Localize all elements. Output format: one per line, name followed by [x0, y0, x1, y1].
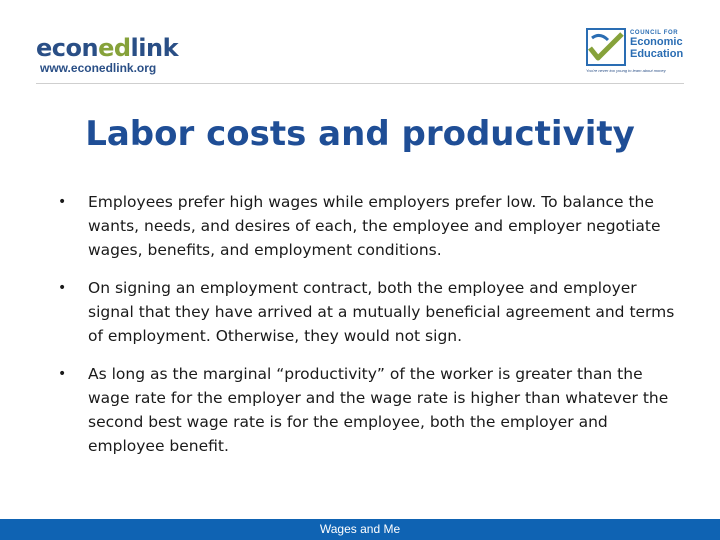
cee-emblem-icon	[586, 28, 626, 66]
bullet-marker: •	[58, 194, 67, 210]
bullet-marker: •	[58, 366, 67, 382]
econedlink-logo	[36, 36, 178, 75]
cee-text-block	[630, 30, 683, 60]
bullet-text: On signing an employment contract, both the employee and employer signal that they have arrived at a mutually beneficial agreement and terms of employment. Otherwise, they would not sign.	[88, 279, 675, 345]
bullet-item	[58, 276, 688, 348]
wordmark-part-ed: ed	[98, 34, 131, 62]
wordmark-part-econ: econ	[36, 34, 99, 62]
slide-header	[0, 0, 720, 84]
bullet-text: Employees prefer high wages while employers prefer low. To balance the wants, needs, and desires of each, the employee and employer negotiate wages, benefits, and employment conditions.	[88, 193, 661, 259]
cee-council-label: COUNCIL FOR	[630, 30, 679, 36]
bullet-item	[58, 362, 688, 458]
econedlink-url: www.econedlink.org	[40, 61, 157, 75]
wordmark-part-link: link	[130, 34, 179, 62]
bullet-marker: •	[58, 280, 67, 296]
econedlink-wordmark	[36, 36, 178, 60]
bullet-list	[58, 190, 688, 472]
bullet-text: As long as the marginal “productivity” of the worker is greater than the wage rate for the employer and the wage rate is higher than whatever the second best wage rate is for the employee, both the employer and employee benefit.	[88, 365, 669, 455]
cee-tagline: You're never too young to learn about money	[586, 68, 666, 73]
slide-title: Labor costs and productivity	[85, 114, 635, 154]
cee-education-label: Education	[630, 48, 684, 60]
bullet-item	[58, 190, 688, 262]
header-divider	[36, 83, 684, 84]
footer-label: Wages and Me	[319, 522, 401, 536]
footer-bar	[0, 519, 720, 540]
cee-logo	[586, 28, 696, 78]
cee-economic-label: Economic	[630, 36, 683, 48]
